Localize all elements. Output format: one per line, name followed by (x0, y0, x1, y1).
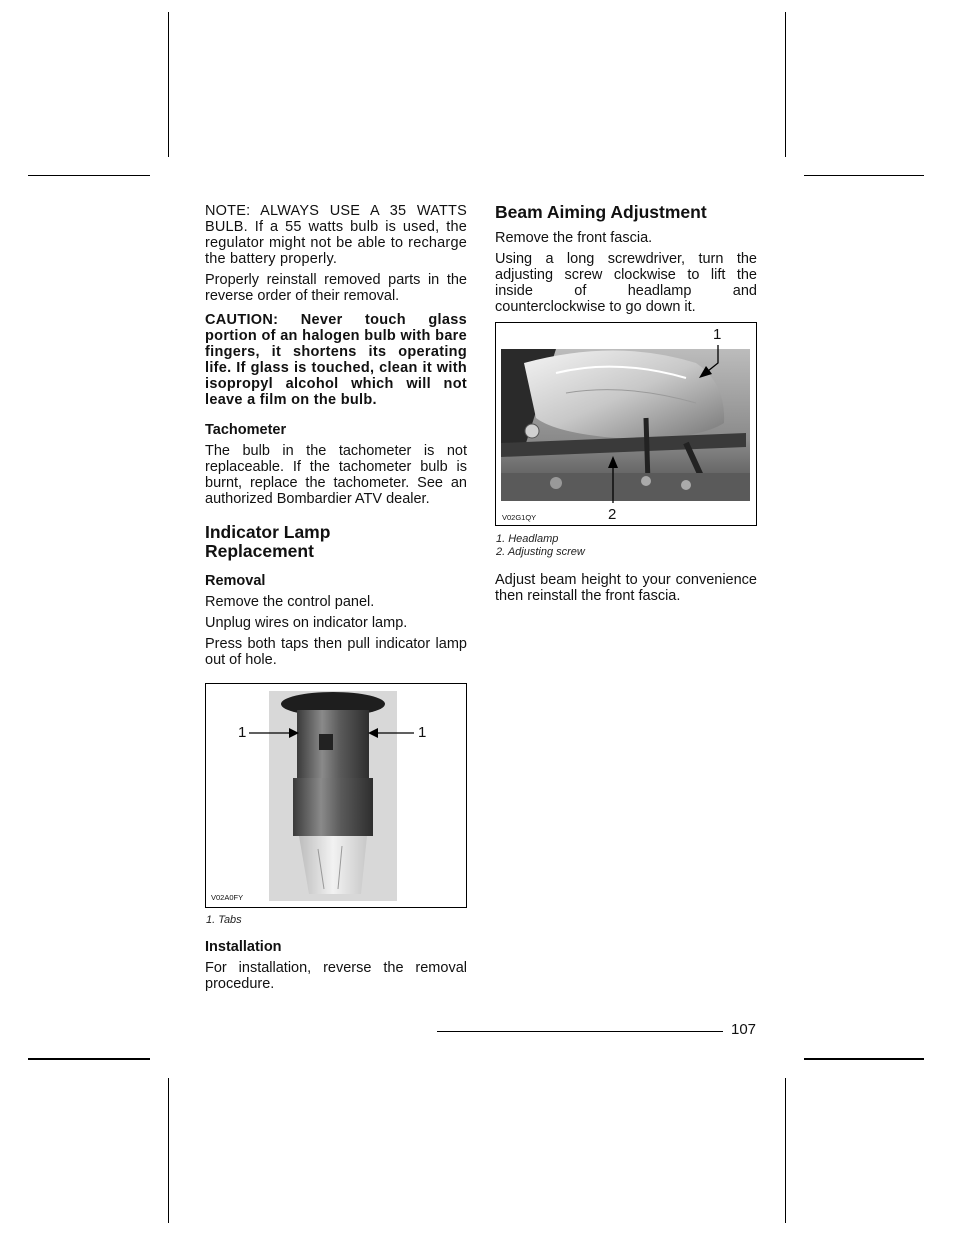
beam-heading: Beam Aiming Adjustment (495, 202, 707, 222)
footer-rule (437, 1031, 723, 1032)
caution-text: Never touch glass portion of an halogen bulb with bare fingers, it shortens its operating life. If glass is touched, clean it with isopropyl alcohol which will not leave a film on the bulb. (205, 312, 467, 408)
callout-arrow-headlamp (496, 323, 756, 525)
crop-mark-bottom-right-horizontal (804, 1058, 924, 1060)
headlamp-figure-code: V02G1QY (502, 513, 537, 522)
crop-mark-top-right-horizontal (804, 175, 924, 176)
callout-left-number: 1 (238, 724, 247, 741)
indicator-lamp-photo (206, 684, 466, 907)
indicator-heading: Indicator Lamp Replacement (205, 522, 331, 561)
removal-step-2: Unplug wires on indicator lamp. (205, 615, 408, 631)
right-column (495, 203, 757, 320)
crop-mark-bottom-left-vertical (168, 1078, 169, 1223)
beam-step-2: Using a long screwdriver, turn the adjusting screw clockwise to lift the inside of headlamp and counterclockwise to go down it. (495, 251, 757, 315)
headlamp-figure-caption (496, 533, 585, 559)
crop-mark-top-left-horizontal (28, 175, 150, 176)
caption-tabs: 1. Tabs (206, 914, 242, 926)
left-column (205, 203, 467, 673)
indicator-lamp-figure (205, 683, 467, 908)
headlamp-figure (495, 322, 757, 526)
crop-mark-top-left-vertical (168, 12, 169, 157)
beam-step-1: Remove the front fascia. (495, 230, 653, 246)
lamp-figure-caption (206, 914, 242, 927)
tachometer-text: The bulb in the tachometer is not replaceable. If the tachometer bulb is burnt, replace the tachometer. See an authorized Bombardier ATV dealer. (205, 443, 467, 507)
caution-paragraph (205, 312, 467, 408)
beam-step-3: Adjust beam height to your convenience then reinstall the front fascia. (495, 572, 757, 604)
callout-right-number: 1 (418, 724, 427, 741)
caution-label: CAUTION: (205, 312, 279, 328)
beam-adjust-final (495, 572, 757, 609)
tachometer-heading: Tachometer (205, 422, 287, 438)
installation-section (205, 939, 467, 997)
installation-text: For installation, reverse the removal procedure. (205, 960, 467, 992)
removal-step-1: Remove the control panel. (205, 594, 375, 610)
callout-arrow-right (366, 727, 426, 739)
reinstall-paragraph: Properly reinstall removed parts in the reverse order of their removal. (205, 272, 467, 304)
figure-code: V02A0FY (211, 893, 244, 902)
caption-adjusting-screw: 2. Adjusting screw (496, 546, 585, 558)
removal-heading: Removal (205, 573, 266, 589)
crop-mark-bottom-left-horizontal (28, 1058, 150, 1060)
note-paragraph: NOTE: ALWAYS USE A 35 WATTS BULB. If a 55 watts bulb is used, the regulator might not be able to recharge the battery properly. (205, 203, 467, 267)
crop-mark-bottom-right-vertical (785, 1078, 786, 1223)
page-number: 107 (731, 1021, 757, 1038)
removal-step-3: Press both taps then pull indicator lamp out of hole. (205, 636, 467, 668)
installation-heading: Installation (205, 939, 282, 955)
callout-arrow-left (249, 727, 309, 739)
caption-headlamp: 1. Headlamp (496, 533, 559, 545)
callout-1-number: 1 (713, 326, 722, 343)
callout-2-number: 2 (608, 506, 617, 523)
crop-mark-top-right-vertical (785, 12, 786, 157)
